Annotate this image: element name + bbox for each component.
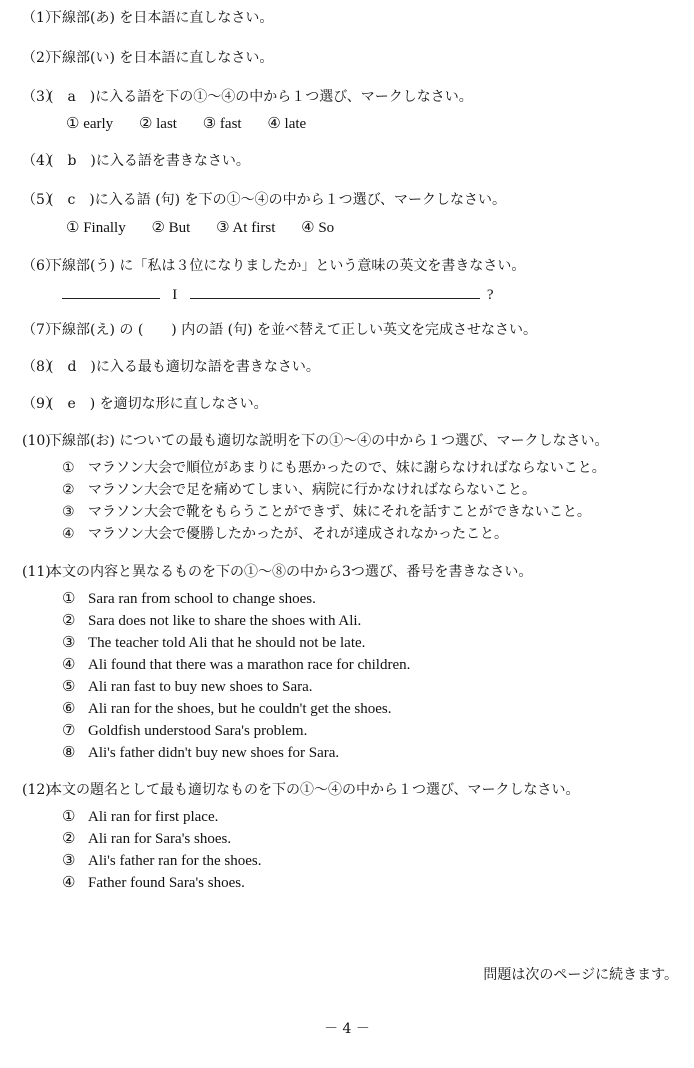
option: ① early — [66, 116, 114, 132]
question-number: （9） — [22, 396, 59, 412]
option-text: Ali's father didn't buy new shoes for Sara. — [88, 745, 340, 761]
option: ④ So — [301, 220, 335, 236]
option-number: ① — [62, 460, 75, 476]
question-6 — [22, 257, 525, 275]
q12-option — [62, 808, 218, 826]
question-number: （2） — [22, 50, 59, 66]
option-number: ⑦ — [62, 723, 76, 739]
q11-option — [62, 700, 391, 718]
question-text: 本文の内容と異なるものを下の①〜⑧の中から3つ選び、番号を書きなさい。 — [48, 564, 533, 580]
option: ④ late — [267, 116, 307, 132]
option-number: ③ — [62, 635, 76, 651]
blank-1 — [62, 284, 160, 299]
question-number: （1） — [22, 10, 59, 26]
question-mark: ? — [486, 287, 494, 303]
option-number: ⑧ — [62, 745, 76, 761]
q10-option — [62, 459, 606, 477]
option: ③ fast — [202, 116, 242, 132]
q12-option — [62, 874, 245, 892]
question-5 — [22, 191, 506, 209]
question-number: （3） — [22, 89, 59, 105]
q11-option — [62, 590, 316, 608]
option-text: Ali ran for the shoes, but he couldn't get the shoes. — [88, 701, 392, 717]
question-10 — [22, 432, 609, 450]
blank-2 — [190, 284, 480, 299]
option-text: The teacher told Ali that he should not be late. — [88, 635, 366, 651]
q5-options — [66, 219, 356, 237]
option-text: Sara ran from school to change shoes. — [88, 591, 316, 607]
question-text: 本文の題名として最も適切なものを下の①〜④の中から１つ選び、マークしなさい。 — [48, 782, 580, 798]
question-number: （8） — [22, 359, 59, 375]
option-number: ⑤ — [62, 679, 76, 695]
option-text: マラソン大会で優勝したかったが、それが達成されなかったこと。 — [88, 526, 508, 542]
question-7 — [22, 321, 537, 339]
option-text: マラソン大会で靴をもらうことができず、妹にそれを話すことができないこと。 — [88, 504, 591, 520]
option-text: Ali ran for first place. — [88, 809, 219, 825]
option-number: ④ — [62, 657, 76, 673]
question-8 — [22, 358, 320, 376]
option: ② But — [151, 220, 191, 236]
option: ② last — [138, 116, 177, 132]
q12-option — [62, 852, 261, 870]
option-text: Ali ran fast to buy new shoes to Sara. — [88, 679, 313, 695]
q10-option — [62, 525, 508, 543]
q6-answer-line — [62, 284, 497, 304]
option-number: ⑥ — [62, 701, 76, 717]
question-number: （7） — [22, 322, 59, 338]
question-text: 下線部(う) に「私は３位になりましたか」という意味の英文を書きなさい。 — [48, 258, 526, 274]
question-12 — [22, 781, 579, 799]
question-number: (12) — [22, 782, 51, 798]
q11-option — [62, 612, 361, 630]
continued-note: 問題は次のページに続きます。 — [483, 967, 678, 983]
option-text: マラソン大会で足を痛めてしまい、病院に行かなければならないこと。 — [88, 482, 536, 498]
q11-option — [62, 634, 365, 652]
question-number: （5） — [22, 192, 59, 208]
option-number: ③ — [62, 853, 76, 869]
question-11 — [22, 563, 532, 581]
question-number: （4） — [22, 153, 59, 169]
option-text: Father found Sara's shoes. — [88, 875, 245, 891]
q10-option — [62, 481, 536, 499]
question-text: ( c )に入る語 (句) を下の①〜④の中から１つ選び、マークしなさい。 — [48, 192, 507, 208]
question-text: 下線部(え) の ( ) 内の語 (句) を並べ替えて正しい英文を完成させなさい。 — [48, 322, 538, 338]
question-3 — [22, 88, 473, 106]
q3-options — [66, 115, 328, 133]
option-text: Ali's father ran for the shoes. — [88, 853, 262, 869]
option-number: ③ — [62, 504, 75, 520]
option: ① Finally — [66, 220, 126, 236]
question-text: ( e ) を適切な形に直しなさい。 — [48, 396, 268, 412]
question-4 — [22, 152, 250, 170]
question-2 — [22, 49, 273, 67]
question-text: ( a )に入る語を下の①〜④の中から１つ選び、マークしなさい。 — [48, 89, 473, 105]
option-number: ④ — [62, 526, 75, 542]
q11-option — [62, 722, 307, 740]
option-number: ② — [62, 613, 76, 629]
question-number: (10) — [22, 433, 51, 449]
question-number: （6） — [22, 258, 59, 274]
q10-option — [62, 503, 591, 521]
option-text: Sara does not like to share the shoes with Ali. — [88, 613, 362, 629]
question-text: 下線部(あ) を日本語に直しなさい。 — [48, 10, 274, 26]
question-1 — [22, 9, 273, 27]
question-9 — [22, 395, 268, 413]
option: ③ At first — [216, 220, 276, 236]
option-number: ④ — [62, 875, 76, 891]
question-text: ( b )に入る語を書きなさい。 — [48, 153, 250, 169]
option-number: ② — [62, 482, 75, 498]
option-number: ② — [62, 831, 76, 847]
question-text: ( d )に入る最も適切な語を書きなさい。 — [48, 359, 320, 375]
option-text: Ali ran for Sara's shoes. — [88, 831, 232, 847]
option-number: ① — [62, 591, 76, 607]
pronoun: I — [172, 287, 178, 303]
option-text: Goldfish understood Sara's problem. — [88, 723, 308, 739]
option-text: Ali found that there was a marathon race for children. — [88, 657, 411, 673]
q11-option — [62, 678, 313, 696]
page-number: － 4 － — [324, 1021, 370, 1037]
option-text: マラソン大会で順位があまりにも悪かったので、妹に謝らなければならないこと。 — [88, 460, 606, 476]
q11-option — [62, 744, 339, 762]
q11-option — [62, 656, 410, 674]
question-number: (11) — [22, 564, 51, 580]
q12-option — [62, 830, 231, 848]
option-number: ① — [62, 809, 76, 825]
question-text: 下線部(お) についての最も適切な説明を下の①〜④の中から１つ選び、マークしなさい。 — [48, 433, 609, 449]
question-text: 下線部(い) を日本語に直しなさい。 — [48, 50, 274, 66]
